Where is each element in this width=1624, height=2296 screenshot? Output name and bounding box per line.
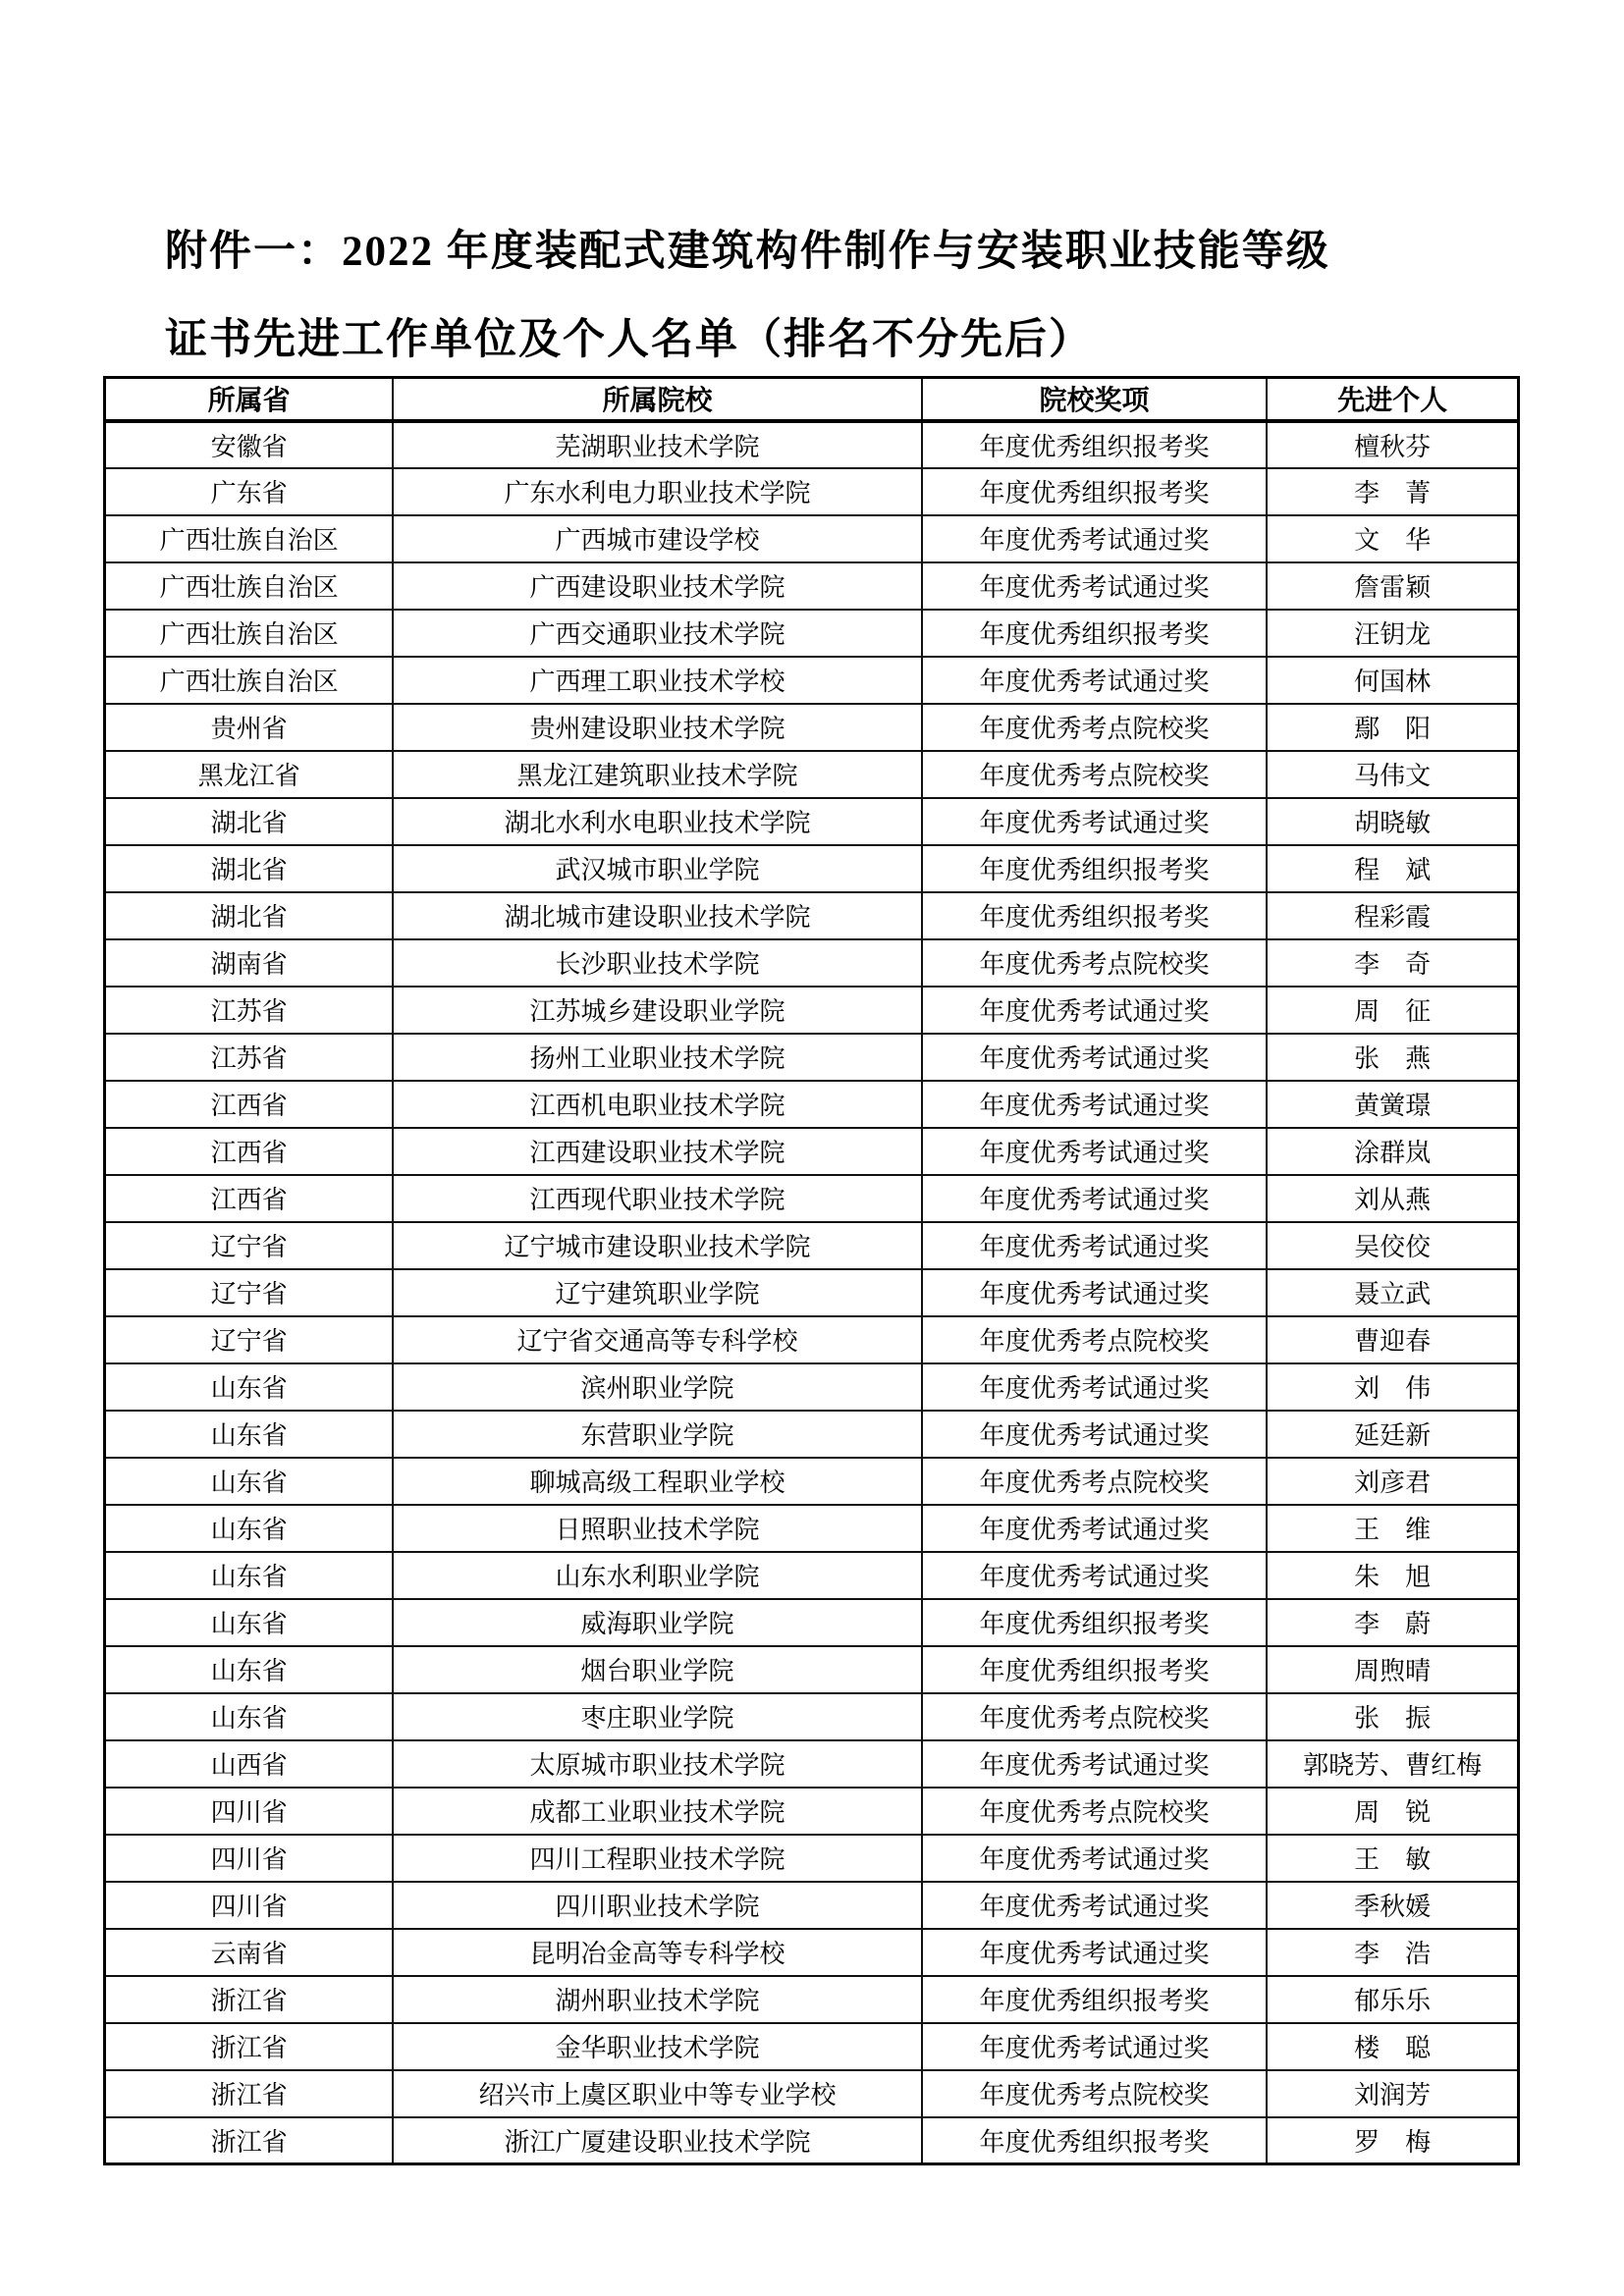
school-cell: 广西理工职业技术学校 bbox=[393, 657, 922, 704]
award-cell: 年度优秀考点院校奖 bbox=[922, 1693, 1267, 1740]
table-row bbox=[105, 657, 1519, 704]
table-row bbox=[105, 1034, 1519, 1081]
table-row bbox=[105, 1222, 1519, 1269]
award-cell: 年度优秀考试通过奖 bbox=[922, 1552, 1267, 1599]
province-cell: 江西省 bbox=[105, 1128, 394, 1175]
award-cell: 年度优秀组织报考奖 bbox=[922, 845, 1267, 892]
school-cell: 聊城高级工程职业学校 bbox=[393, 1458, 922, 1505]
person-cell: 朱 旭 bbox=[1267, 1552, 1518, 1599]
table-row bbox=[105, 704, 1519, 751]
table-row bbox=[105, 1976, 1519, 2023]
award-cell: 年度优秀组织报考奖 bbox=[922, 2117, 1267, 2164]
awards-table-header bbox=[105, 378, 1519, 421]
award-cell: 年度优秀考试通过奖 bbox=[922, 1505, 1267, 1552]
person-cell: 吴佼佼 bbox=[1267, 1222, 1518, 1269]
person-cell: 季秋媛 bbox=[1267, 1882, 1518, 1929]
province-cell: 湖北省 bbox=[105, 845, 394, 892]
person-cell: 郁乐乐 bbox=[1267, 1976, 1518, 2023]
province-cell: 广东省 bbox=[105, 468, 394, 515]
province-cell: 湖北省 bbox=[105, 798, 394, 845]
person-cell: 李 奇 bbox=[1267, 939, 1518, 987]
table-row bbox=[105, 939, 1519, 987]
school-cell: 湖北水利水电职业技术学院 bbox=[393, 798, 922, 845]
person-cell: 周煦晴 bbox=[1267, 1646, 1518, 1693]
table-row bbox=[105, 1128, 1519, 1175]
province-cell: 山西省 bbox=[105, 1740, 394, 1788]
school-cell: 山东水利职业学院 bbox=[393, 1552, 922, 1599]
person-cell: 张 振 bbox=[1267, 1693, 1518, 1740]
school-cell: 江西现代职业技术学院 bbox=[393, 1175, 922, 1222]
person-cell: 郭晓芳、曹红梅 bbox=[1267, 1740, 1518, 1788]
province-cell: 山东省 bbox=[105, 1363, 394, 1411]
school-cell: 扬州工业职业技术学院 bbox=[393, 1034, 922, 1081]
table-row bbox=[105, 987, 1519, 1034]
school-cell: 广西建设职业技术学院 bbox=[393, 562, 922, 610]
school-cell: 长沙职业技术学院 bbox=[393, 939, 922, 987]
school-cell: 枣庄职业学院 bbox=[393, 1693, 922, 1740]
province-cell: 广西壮族自治区 bbox=[105, 562, 394, 610]
person-cell: 胡晓敏 bbox=[1267, 798, 1518, 845]
school-cell: 黑龙江建筑职业技术学院 bbox=[393, 751, 922, 798]
header-school: 所属院校 bbox=[393, 378, 922, 421]
province-cell: 安徽省 bbox=[105, 421, 394, 468]
person-cell: 楼 聪 bbox=[1267, 2023, 1518, 2070]
person-cell: 程彩霞 bbox=[1267, 892, 1518, 939]
school-cell: 金华职业技术学院 bbox=[393, 2023, 922, 2070]
province-cell: 贵州省 bbox=[105, 704, 394, 751]
school-cell: 辽宁建筑职业学院 bbox=[393, 1269, 922, 1316]
table-row bbox=[105, 1788, 1519, 1835]
province-cell: 山东省 bbox=[105, 1505, 394, 1552]
person-cell: 刘 伟 bbox=[1267, 1363, 1518, 1411]
school-cell: 武汉城市职业学院 bbox=[393, 845, 922, 892]
award-cell: 年度优秀考试通过奖 bbox=[922, 1269, 1267, 1316]
award-cell: 年度优秀考试通过奖 bbox=[922, 562, 1267, 610]
award-cell: 年度优秀考点院校奖 bbox=[922, 2070, 1267, 2117]
person-cell: 黄黉璟 bbox=[1267, 1081, 1518, 1128]
header-person: 先进个人 bbox=[1267, 378, 1518, 421]
award-cell: 年度优秀考点院校奖 bbox=[922, 751, 1267, 798]
award-cell: 年度优秀组织报考奖 bbox=[922, 468, 1267, 515]
award-cell: 年度优秀考点院校奖 bbox=[922, 1788, 1267, 1835]
province-cell: 黑龙江省 bbox=[105, 751, 394, 798]
province-cell: 江西省 bbox=[105, 1175, 394, 1222]
province-cell: 山东省 bbox=[105, 1552, 394, 1599]
award-cell: 年度优秀考试通过奖 bbox=[922, 1411, 1267, 1458]
person-cell: 马伟文 bbox=[1267, 751, 1518, 798]
table-row bbox=[105, 515, 1519, 562]
school-cell: 江西建设职业技术学院 bbox=[393, 1128, 922, 1175]
award-cell: 年度优秀考试通过奖 bbox=[922, 1222, 1267, 1269]
person-cell: 曹迎春 bbox=[1267, 1316, 1518, 1363]
table-row bbox=[105, 1363, 1519, 1411]
school-cell: 四川工程职业技术学院 bbox=[393, 1835, 922, 1882]
province-cell: 四川省 bbox=[105, 1835, 394, 1882]
school-cell: 烟台职业学院 bbox=[393, 1646, 922, 1693]
school-cell: 东营职业学院 bbox=[393, 1411, 922, 1458]
award-cell: 年度优秀考试通过奖 bbox=[922, 515, 1267, 562]
title-line-1: 附件一：2022 年度装配式建筑构件制作与安装职业技能等级 bbox=[165, 229, 1330, 275]
table-row bbox=[105, 1835, 1519, 1882]
table-row bbox=[105, 1646, 1519, 1693]
award-cell: 年度优秀考试通过奖 bbox=[922, 1835, 1267, 1882]
award-cell: 年度优秀考点院校奖 bbox=[922, 939, 1267, 987]
table-row bbox=[105, 1929, 1519, 1976]
table-row bbox=[105, 892, 1519, 939]
person-cell: 涂群岚 bbox=[1267, 1128, 1518, 1175]
school-cell: 日照职业技术学院 bbox=[393, 1505, 922, 1552]
award-cell: 年度优秀考试通过奖 bbox=[922, 1034, 1267, 1081]
table-row bbox=[105, 1882, 1519, 1929]
header-award: 院校奖项 bbox=[922, 378, 1267, 421]
person-cell: 程 斌 bbox=[1267, 845, 1518, 892]
award-cell: 年度优秀考试通过奖 bbox=[922, 798, 1267, 845]
province-cell: 广西壮族自治区 bbox=[105, 657, 394, 704]
school-cell: 滨州职业学院 bbox=[393, 1363, 922, 1411]
table-row bbox=[105, 1411, 1519, 1458]
award-cell: 年度优秀组织报考奖 bbox=[922, 1976, 1267, 2023]
person-cell: 刘从燕 bbox=[1267, 1175, 1518, 1222]
table-row bbox=[105, 562, 1519, 610]
award-cell: 年度优秀组织报考奖 bbox=[922, 892, 1267, 939]
province-cell: 浙江省 bbox=[105, 2070, 394, 2117]
award-cell: 年度优秀考试通过奖 bbox=[922, 1882, 1267, 1929]
table-row bbox=[105, 1693, 1519, 1740]
table-row bbox=[105, 845, 1519, 892]
person-cell: 延廷新 bbox=[1267, 1411, 1518, 1458]
award-cell: 年度优秀考试通过奖 bbox=[922, 1175, 1267, 1222]
document-title bbox=[165, 208, 1559, 385]
person-cell: 罗 梅 bbox=[1267, 2117, 1518, 2164]
school-cell: 太原城市职业技术学院 bbox=[393, 1740, 922, 1788]
table-row bbox=[105, 1740, 1519, 1788]
person-cell: 汪钥龙 bbox=[1267, 610, 1518, 657]
school-cell: 四川职业技术学院 bbox=[393, 1882, 922, 1929]
province-cell: 四川省 bbox=[105, 1882, 394, 1929]
province-cell: 山东省 bbox=[105, 1411, 394, 1458]
school-cell: 成都工业职业技术学院 bbox=[393, 1788, 922, 1835]
header-row bbox=[105, 378, 1519, 421]
person-cell: 王 维 bbox=[1267, 1505, 1518, 1552]
table-row bbox=[105, 2023, 1519, 2070]
province-cell: 湖北省 bbox=[105, 892, 394, 939]
award-cell: 年度优秀组织报考奖 bbox=[922, 1599, 1267, 1646]
award-cell: 年度优秀考试通过奖 bbox=[922, 1929, 1267, 1976]
school-cell: 江西机电职业技术学院 bbox=[393, 1081, 922, 1128]
school-cell: 广西交通职业技术学院 bbox=[393, 610, 922, 657]
province-cell: 山东省 bbox=[105, 1646, 394, 1693]
person-cell: 周 征 bbox=[1267, 987, 1518, 1034]
award-cell: 年度优秀考试通过奖 bbox=[922, 987, 1267, 1034]
school-cell: 江苏城乡建设职业学院 bbox=[393, 987, 922, 1034]
person-cell: 詹雷颖 bbox=[1267, 562, 1518, 610]
province-cell: 江苏省 bbox=[105, 1034, 394, 1081]
province-cell: 四川省 bbox=[105, 1788, 394, 1835]
table-row bbox=[105, 1316, 1519, 1363]
person-cell: 文 华 bbox=[1267, 515, 1518, 562]
school-cell: 辽宁省交通高等专科学校 bbox=[393, 1316, 922, 1363]
table-row bbox=[105, 1599, 1519, 1646]
school-cell: 辽宁城市建设职业技术学院 bbox=[393, 1222, 922, 1269]
school-cell: 湖北城市建设职业技术学院 bbox=[393, 892, 922, 939]
province-cell: 山东省 bbox=[105, 1458, 394, 1505]
awards-table-body bbox=[105, 421, 1519, 2164]
province-cell: 浙江省 bbox=[105, 2117, 394, 2164]
award-cell: 年度优秀考试通过奖 bbox=[922, 1081, 1267, 1128]
award-cell: 年度优秀考试通过奖 bbox=[922, 657, 1267, 704]
header-province: 所属省 bbox=[105, 378, 394, 421]
award-cell: 年度优秀考试通过奖 bbox=[922, 1740, 1267, 1788]
person-cell: 刘彦君 bbox=[1267, 1458, 1518, 1505]
table-row bbox=[105, 1269, 1519, 1316]
school-cell: 广西城市建设学校 bbox=[393, 515, 922, 562]
table-row bbox=[105, 798, 1519, 845]
table-row bbox=[105, 751, 1519, 798]
province-cell: 辽宁省 bbox=[105, 1222, 394, 1269]
person-cell: 李 菁 bbox=[1267, 468, 1518, 515]
table-row bbox=[105, 1552, 1519, 1599]
award-cell: 年度优秀组织报考奖 bbox=[922, 1646, 1267, 1693]
table-row bbox=[105, 1175, 1519, 1222]
school-cell: 威海职业学院 bbox=[393, 1599, 922, 1646]
school-cell: 昆明冶金高等专科学校 bbox=[393, 1929, 922, 1976]
province-cell: 广西壮族自治区 bbox=[105, 515, 394, 562]
table-row bbox=[105, 1458, 1519, 1505]
award-cell: 年度优秀考点院校奖 bbox=[922, 1316, 1267, 1363]
award-cell: 年度优秀考点院校奖 bbox=[922, 704, 1267, 751]
award-cell: 年度优秀考点院校奖 bbox=[922, 1458, 1267, 1505]
award-cell: 年度优秀考试通过奖 bbox=[922, 1363, 1267, 1411]
province-cell: 辽宁省 bbox=[105, 1269, 394, 1316]
table-row bbox=[105, 1505, 1519, 1552]
province-cell: 辽宁省 bbox=[105, 1316, 394, 1363]
awards-table bbox=[103, 376, 1520, 2165]
table-row bbox=[105, 2117, 1519, 2164]
table-row bbox=[105, 468, 1519, 515]
person-cell: 鄢 阳 bbox=[1267, 704, 1518, 751]
table-row bbox=[105, 610, 1519, 657]
title-line-2: 证书先进工作单位及个人名单（排名不分先后） bbox=[165, 317, 1093, 363]
award-cell: 年度优秀考试通过奖 bbox=[922, 2023, 1267, 2070]
table-row bbox=[105, 1081, 1519, 1128]
province-cell: 山东省 bbox=[105, 1693, 394, 1740]
person-cell: 刘润芳 bbox=[1267, 2070, 1518, 2117]
award-cell: 年度优秀考试通过奖 bbox=[922, 1128, 1267, 1175]
province-cell: 湖南省 bbox=[105, 939, 394, 987]
table-row bbox=[105, 421, 1519, 468]
person-cell: 王 敏 bbox=[1267, 1835, 1518, 1882]
award-cell: 年度优秀组织报考奖 bbox=[922, 421, 1267, 468]
province-cell: 江西省 bbox=[105, 1081, 394, 1128]
province-cell: 山东省 bbox=[105, 1599, 394, 1646]
school-cell: 广东水利电力职业技术学院 bbox=[393, 468, 922, 515]
school-cell: 芜湖职业技术学院 bbox=[393, 421, 922, 468]
person-cell: 聂立武 bbox=[1267, 1269, 1518, 1316]
province-cell: 浙江省 bbox=[105, 1976, 394, 2023]
table-row bbox=[105, 2070, 1519, 2117]
person-cell: 周 锐 bbox=[1267, 1788, 1518, 1835]
province-cell: 浙江省 bbox=[105, 2023, 394, 2070]
person-cell: 檀秋芬 bbox=[1267, 421, 1518, 468]
school-cell: 湖州职业技术学院 bbox=[393, 1976, 922, 2023]
province-cell: 广西壮族自治区 bbox=[105, 610, 394, 657]
person-cell: 李 浩 bbox=[1267, 1929, 1518, 1976]
school-cell: 浙江广厦建设职业技术学院 bbox=[393, 2117, 922, 2164]
province-cell: 云南省 bbox=[105, 1929, 394, 1976]
person-cell: 李 蔚 bbox=[1267, 1599, 1518, 1646]
school-cell: 绍兴市上虞区职业中等专业学校 bbox=[393, 2070, 922, 2117]
school-cell: 贵州建设职业技术学院 bbox=[393, 704, 922, 751]
person-cell: 何国林 bbox=[1267, 657, 1518, 704]
person-cell: 张 燕 bbox=[1267, 1034, 1518, 1081]
province-cell: 江苏省 bbox=[105, 987, 394, 1034]
award-cell: 年度优秀组织报考奖 bbox=[922, 610, 1267, 657]
